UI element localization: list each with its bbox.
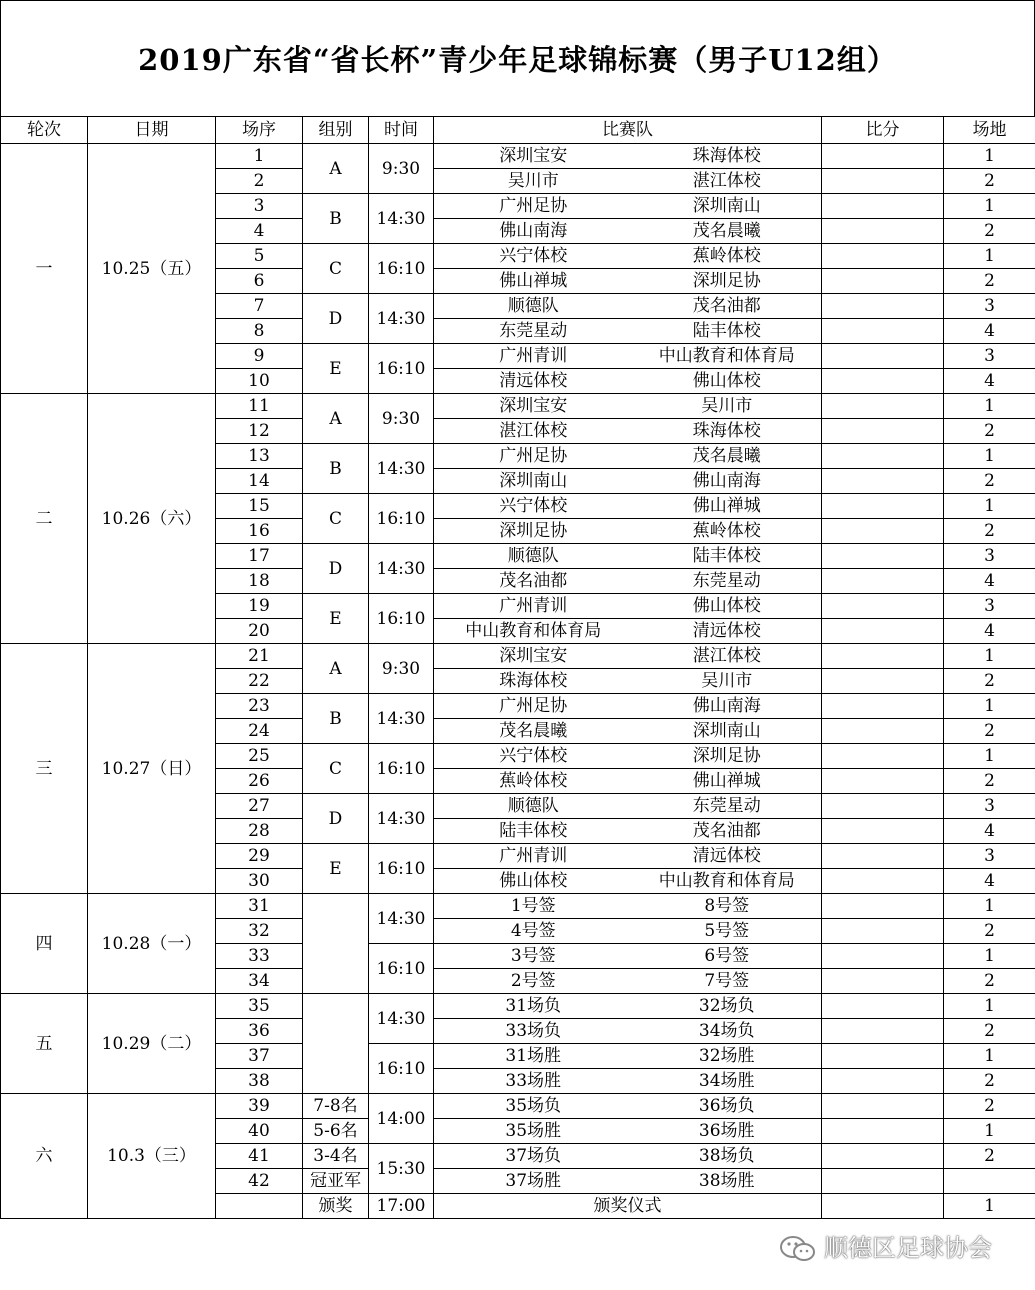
venue-cell: 1 (944, 694, 1035, 719)
score-cell (822, 894, 944, 919)
score-cell (822, 1094, 944, 1119)
header-row (1, 117, 1035, 144)
header-teams: 比赛队 (434, 117, 822, 144)
home-team-cell: 广州青训 (434, 594, 633, 619)
home-team-cell: 深圳宝安 (434, 394, 633, 419)
watermark (778, 1228, 992, 1263)
seq-cell: 38 (216, 1069, 303, 1094)
seq-cell: 35 (216, 994, 303, 1019)
group-cell: 3-4名 (303, 1144, 369, 1169)
time-cell: 9:30 (369, 394, 434, 444)
away-team-cell: 茂名油都 (633, 819, 822, 844)
away-team-cell: 珠海体校 (633, 419, 822, 444)
seq-cell: 29 (216, 844, 303, 869)
home-team-cell: 蕉岭体校 (434, 769, 633, 794)
venue-cell (944, 1169, 1035, 1194)
score-cell (822, 469, 944, 494)
seq-cell: 14 (216, 469, 303, 494)
time-cell: 9:30 (369, 144, 434, 194)
score-cell (822, 969, 944, 994)
home-team-cell: 陆丰体校 (434, 819, 633, 844)
score-cell (822, 794, 944, 819)
venue-cell: 3 (944, 344, 1035, 369)
time-cell: 16:10 (369, 244, 434, 294)
seq-cell: 18 (216, 569, 303, 594)
home-team-cell: 31场胜 (434, 1044, 633, 1069)
away-team-cell: 7号签 (633, 969, 822, 994)
venue-cell: 2 (944, 969, 1035, 994)
group-cell: 颁奖 (303, 1194, 369, 1219)
group-cell: 5-6名 (303, 1119, 369, 1144)
seq-cell: 6 (216, 269, 303, 294)
time-cell: 14:30 (369, 694, 434, 744)
time-cell: 16:10 (369, 744, 434, 794)
home-team-cell: 广州足协 (434, 194, 633, 219)
score-cell (822, 844, 944, 869)
away-team-cell: 佛山体校 (633, 369, 822, 394)
group-cell: E (303, 844, 369, 894)
table-row (1, 144, 1035, 169)
away-team-cell: 湛江体校 (633, 169, 822, 194)
ceremony-cell: 颁奖仪式 (434, 1194, 822, 1219)
seq-cell (216, 1194, 303, 1219)
away-team-cell: 茂名油都 (633, 294, 822, 319)
home-team-cell: 东莞星动 (434, 319, 633, 344)
group-cell: B (303, 694, 369, 744)
seq-cell: 39 (216, 1094, 303, 1119)
seq-cell: 21 (216, 644, 303, 669)
venue-cell: 4 (944, 619, 1035, 644)
score-cell (822, 494, 944, 519)
header-round: 轮次 (1, 117, 88, 144)
seq-cell: 20 (216, 619, 303, 644)
away-team-cell: 陆丰体校 (633, 544, 822, 569)
venue-cell: 4 (944, 569, 1035, 594)
date-cell: 10.29（二） (88, 994, 216, 1094)
score-cell (822, 594, 944, 619)
home-team-cell: 广州足协 (434, 694, 633, 719)
home-team-cell: 1号签 (434, 894, 633, 919)
home-team-cell: 兴宁体校 (434, 244, 633, 269)
home-team-cell: 33场胜 (434, 1069, 633, 1094)
time-cell: 16:10 (369, 594, 434, 644)
home-team-cell: 35场胜 (434, 1119, 633, 1144)
away-team-cell: 34场胜 (633, 1069, 822, 1094)
venue-cell: 1 (944, 194, 1035, 219)
seq-cell: 11 (216, 394, 303, 419)
group-cell (303, 994, 369, 1094)
schedule-table (0, 116, 1035, 1219)
group-cell: A (303, 644, 369, 694)
time-cell: 14:30 (369, 994, 434, 1044)
away-team-cell: 茂名晨曦 (633, 444, 822, 469)
away-team-cell: 36场胜 (633, 1119, 822, 1144)
score-cell (822, 444, 944, 469)
venue-cell: 1 (944, 1119, 1035, 1144)
home-team-cell: 37场负 (434, 1144, 633, 1169)
seq-cell: 34 (216, 969, 303, 994)
seq-cell: 31 (216, 894, 303, 919)
away-team-cell: 深圳南山 (633, 719, 822, 744)
date-cell: 10.28（一） (88, 894, 216, 994)
time-cell: 16:10 (369, 844, 434, 894)
seq-cell: 10 (216, 369, 303, 394)
seq-cell: 13 (216, 444, 303, 469)
score-cell (822, 1044, 944, 1069)
group-cell: 7-8名 (303, 1094, 369, 1119)
away-team-cell: 6号签 (633, 944, 822, 969)
seq-cell: 7 (216, 294, 303, 319)
away-team-cell: 5号签 (633, 919, 822, 944)
venue-cell: 2 (944, 719, 1035, 744)
away-team-cell: 珠海体校 (633, 144, 822, 169)
away-team-cell: 吴川市 (633, 394, 822, 419)
venue-cell: 1 (944, 644, 1035, 669)
seq-cell: 19 (216, 594, 303, 619)
score-cell (822, 419, 944, 444)
table-row (1, 1094, 1035, 1119)
score-cell (822, 219, 944, 244)
score-cell (822, 194, 944, 219)
home-team-cell: 广州青训 (434, 344, 633, 369)
home-team-cell: 深圳宝安 (434, 144, 633, 169)
venue-cell: 2 (944, 919, 1035, 944)
score-cell (822, 569, 944, 594)
venue-cell: 4 (944, 369, 1035, 394)
venue-cell: 1 (944, 244, 1035, 269)
home-team-cell: 清远体校 (434, 369, 633, 394)
time-cell: 14:30 (369, 794, 434, 844)
time-cell: 14:30 (369, 544, 434, 594)
venue-cell: 1 (944, 894, 1035, 919)
venue-cell: 3 (944, 544, 1035, 569)
venue-cell: 3 (944, 594, 1035, 619)
time-cell: 16:10 (369, 494, 434, 544)
page-title: 2019广东省“省长杯”青少年足球锦标赛（男子U12组） (138, 43, 897, 77)
round-cell: 四 (1, 894, 88, 994)
score-cell (822, 644, 944, 669)
away-team-cell: 佛山禅城 (633, 494, 822, 519)
score-cell (822, 719, 944, 744)
seq-cell: 8 (216, 319, 303, 344)
away-team-cell: 蕉岭体校 (633, 519, 822, 544)
time-cell: 14:30 (369, 294, 434, 344)
seq-cell: 1 (216, 144, 303, 169)
venue-cell: 4 (944, 319, 1035, 344)
away-team-cell: 吴川市 (633, 669, 822, 694)
score-cell (822, 919, 944, 944)
venue-cell: 3 (944, 794, 1035, 819)
header-seq: 场序 (216, 117, 303, 144)
group-cell: E (303, 344, 369, 394)
venue-cell: 2 (944, 169, 1035, 194)
table-row (1, 894, 1035, 919)
group-cell: D (303, 794, 369, 844)
home-team-cell: 佛山体校 (434, 869, 633, 894)
header-time: 时间 (369, 117, 434, 144)
group-cell: 冠亚军 (303, 1169, 369, 1194)
away-team-cell: 中山教育和体育局 (633, 344, 822, 369)
time-cell: 9:30 (369, 644, 434, 694)
seq-cell: 2 (216, 169, 303, 194)
away-team-cell: 32场负 (633, 994, 822, 1019)
seq-cell: 3 (216, 194, 303, 219)
score-cell (822, 144, 944, 169)
seq-cell: 17 (216, 544, 303, 569)
score-cell (822, 344, 944, 369)
score-cell (822, 1144, 944, 1169)
seq-cell: 12 (216, 419, 303, 444)
away-team-cell: 34场负 (633, 1019, 822, 1044)
group-cell: C (303, 244, 369, 294)
venue-cell: 1 (944, 494, 1035, 519)
home-team-cell: 2号签 (434, 969, 633, 994)
away-team-cell: 蕉岭体校 (633, 244, 822, 269)
venue-cell: 2 (944, 219, 1035, 244)
venue-cell: 1 (944, 144, 1035, 169)
away-team-cell: 32场胜 (633, 1044, 822, 1069)
score-cell (822, 694, 944, 719)
group-cell: C (303, 494, 369, 544)
venue-cell: 2 (944, 1019, 1035, 1044)
seq-cell: 26 (216, 769, 303, 794)
time-cell: 16:10 (369, 344, 434, 394)
seq-cell: 23 (216, 694, 303, 719)
score-cell (822, 869, 944, 894)
time-cell: 16:10 (369, 1044, 434, 1094)
score-cell (822, 319, 944, 344)
away-team-cell: 清远体校 (633, 619, 822, 644)
date-cell: 10.26（六） (88, 394, 216, 644)
seq-cell: 42 (216, 1169, 303, 1194)
seq-cell: 30 (216, 869, 303, 894)
venue-cell: 2 (944, 519, 1035, 544)
score-cell (822, 1069, 944, 1094)
venue-cell: 2 (944, 669, 1035, 694)
group-cell: B (303, 444, 369, 494)
score-cell (822, 669, 944, 694)
table-row (1, 994, 1035, 1019)
venue-cell: 1 (944, 444, 1035, 469)
venue-cell: 1 (944, 944, 1035, 969)
away-team-cell: 东莞星动 (633, 794, 822, 819)
home-team-cell: 佛山禅城 (434, 269, 633, 294)
group-cell (303, 894, 369, 994)
time-cell: 17:00 (369, 1194, 434, 1219)
home-team-cell: 深圳南山 (434, 469, 633, 494)
round-cell: 六 (1, 1094, 88, 1219)
header-date: 日期 (88, 117, 216, 144)
table-row (1, 394, 1035, 419)
home-team-cell: 顺德队 (434, 794, 633, 819)
away-team-cell: 38场胜 (633, 1169, 822, 1194)
seq-cell: 25 (216, 744, 303, 769)
table-row (1, 644, 1035, 669)
home-team-cell: 广州青训 (434, 844, 633, 869)
round-cell: 二 (1, 394, 88, 644)
venue-cell: 2 (944, 419, 1035, 444)
venue-cell: 2 (944, 469, 1035, 494)
away-team-cell: 佛山南海 (633, 694, 822, 719)
seq-cell: 27 (216, 794, 303, 819)
venue-cell: 4 (944, 869, 1035, 894)
score-cell (822, 1169, 944, 1194)
home-team-cell: 35场负 (434, 1094, 633, 1119)
date-cell: 10.27（日） (88, 644, 216, 894)
venue-cell: 2 (944, 1069, 1035, 1094)
score-cell (822, 994, 944, 1019)
round-cell: 三 (1, 644, 88, 894)
score-cell (822, 269, 944, 294)
seq-cell: 32 (216, 919, 303, 944)
score-cell (822, 519, 944, 544)
date-cell: 10.25（五） (88, 144, 216, 394)
home-team-cell: 37场胜 (434, 1169, 633, 1194)
home-team-cell: 4号签 (434, 919, 633, 944)
watermark-text: 顺德区足球协会 (824, 1234, 992, 1262)
home-team-cell: 33场负 (434, 1019, 633, 1044)
score-cell (822, 1019, 944, 1044)
home-team-cell: 顺德队 (434, 544, 633, 569)
seq-cell: 15 (216, 494, 303, 519)
home-team-cell: 湛江体校 (434, 419, 633, 444)
score-cell (822, 1194, 944, 1219)
venue-cell: 1 (944, 744, 1035, 769)
venue-cell: 3 (944, 844, 1035, 869)
away-team-cell: 佛山体校 (633, 594, 822, 619)
group-cell: E (303, 594, 369, 644)
away-team-cell: 东莞星动 (633, 569, 822, 594)
venue-cell: 1 (944, 994, 1035, 1019)
header-venue: 场地 (944, 117, 1035, 144)
header-score: 比分 (822, 117, 944, 144)
home-team-cell: 佛山南海 (434, 219, 633, 244)
seq-cell: 37 (216, 1044, 303, 1069)
seq-cell: 28 (216, 819, 303, 844)
home-team-cell: 3号签 (434, 944, 633, 969)
home-team-cell: 顺德队 (434, 294, 633, 319)
score-cell (822, 369, 944, 394)
away-team-cell: 8号签 (633, 894, 822, 919)
score-cell (822, 619, 944, 644)
score-cell (822, 769, 944, 794)
away-team-cell: 陆丰体校 (633, 319, 822, 344)
header-group: 组别 (303, 117, 369, 144)
score-cell (822, 944, 944, 969)
group-cell: A (303, 394, 369, 444)
group-cell: D (303, 544, 369, 594)
home-team-cell: 31场负 (434, 994, 633, 1019)
seq-cell: 40 (216, 1119, 303, 1144)
seq-cell: 24 (216, 719, 303, 744)
home-team-cell: 吴川市 (434, 169, 633, 194)
time-cell: 14:30 (369, 444, 434, 494)
home-team-cell: 兴宁体校 (434, 494, 633, 519)
time-cell: 14:30 (369, 194, 434, 244)
away-team-cell: 36场负 (633, 1094, 822, 1119)
home-team-cell: 兴宁体校 (434, 744, 633, 769)
home-team-cell: 深圳足协 (434, 519, 633, 544)
home-team-cell: 茂名晨曦 (434, 719, 633, 744)
venue-cell: 2 (944, 1094, 1035, 1119)
score-cell (822, 1119, 944, 1144)
seq-cell: 41 (216, 1144, 303, 1169)
group-cell: A (303, 144, 369, 194)
home-team-cell: 深圳宝安 (434, 644, 633, 669)
venue-cell: 2 (944, 269, 1035, 294)
group-cell: D (303, 294, 369, 344)
round-cell: 一 (1, 144, 88, 394)
time-cell: 16:10 (369, 944, 434, 994)
time-cell: 14:00 (369, 1094, 434, 1144)
score-cell (822, 294, 944, 319)
score-cell (822, 744, 944, 769)
score-cell (822, 169, 944, 194)
away-team-cell: 38场负 (633, 1144, 822, 1169)
seq-cell: 16 (216, 519, 303, 544)
venue-cell: 2 (944, 769, 1035, 794)
score-cell (822, 394, 944, 419)
away-team-cell: 佛山南海 (633, 469, 822, 494)
away-team-cell: 深圳足协 (633, 269, 822, 294)
group-cell: B (303, 194, 369, 244)
away-team-cell: 清远体校 (633, 844, 822, 869)
home-team-cell: 中山教育和体育局 (434, 619, 633, 644)
group-cell: C (303, 744, 369, 794)
venue-cell: 1 (944, 1194, 1035, 1219)
away-team-cell: 深圳南山 (633, 194, 822, 219)
time-cell: 15:30 (369, 1144, 434, 1194)
date-cell: 10.3（三） (88, 1094, 216, 1219)
venue-cell: 4 (944, 819, 1035, 844)
wechat-icon (778, 1235, 818, 1263)
seq-cell: 5 (216, 244, 303, 269)
away-team-cell: 佛山禅城 (633, 769, 822, 794)
score-cell (822, 544, 944, 569)
seq-cell: 33 (216, 944, 303, 969)
seq-cell: 9 (216, 344, 303, 369)
seq-cell: 36 (216, 1019, 303, 1044)
home-team-cell: 茂名油都 (434, 569, 633, 594)
away-team-cell: 湛江体校 (633, 644, 822, 669)
venue-cell: 3 (944, 294, 1035, 319)
seq-cell: 4 (216, 219, 303, 244)
venue-cell: 1 (944, 1044, 1035, 1069)
venue-cell: 1 (944, 394, 1035, 419)
away-team-cell: 深圳足协 (633, 744, 822, 769)
score-cell (822, 244, 944, 269)
score-cell (822, 819, 944, 844)
away-team-cell: 茂名晨曦 (633, 219, 822, 244)
away-team-cell: 中山教育和体育局 (633, 869, 822, 894)
home-team-cell: 广州足协 (434, 444, 633, 469)
home-team-cell: 珠海体校 (434, 669, 633, 694)
seq-cell: 22 (216, 669, 303, 694)
round-cell: 五 (1, 994, 88, 1094)
time-cell: 14:30 (369, 894, 434, 944)
venue-cell: 2 (944, 1144, 1035, 1169)
